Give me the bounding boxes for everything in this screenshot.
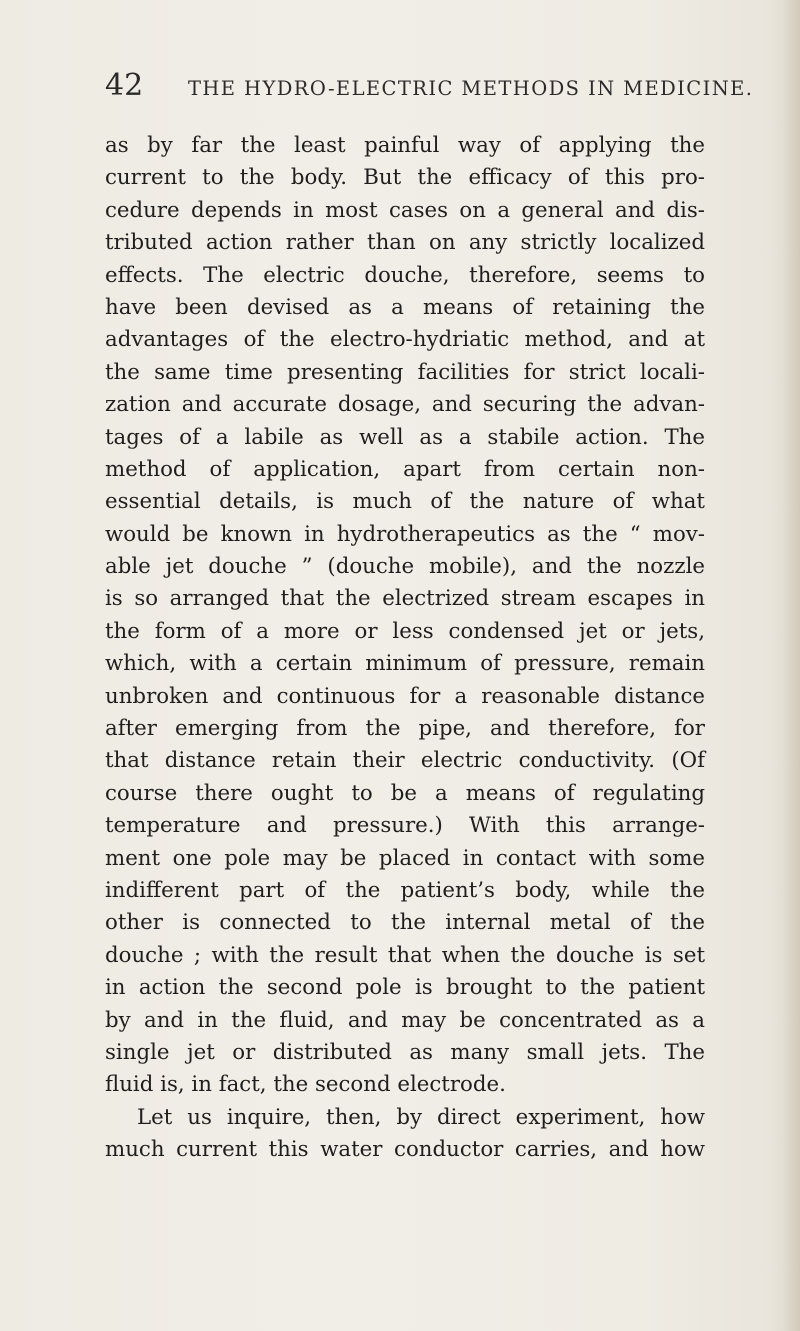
text-line: unbroken and continuous for a reasonable distance [105, 683, 705, 709]
text-line: tributed action rather than on any strictly localized [105, 230, 705, 256]
text-line: in action the second pole is brought to the patient [105, 975, 705, 1001]
page-number: 42 [105, 68, 144, 103]
text-line: after emerging from the pipe, and therefore, for [105, 716, 705, 742]
text-line: have been devised as a means of retaining the [105, 294, 705, 320]
page-edge-shadow [782, 0, 800, 1331]
text-line: cedure depends in most cases on a general and dis- [105, 197, 705, 223]
text-line: single jet or distributed as many small jets. The [105, 1039, 705, 1065]
paragraph-start-line: Let us inquire, then, by direct experiment, how [137, 1104, 705, 1130]
text-line: course there ought to be a means of regulating [105, 780, 705, 806]
text-line: other is connected to the internal metal of the [105, 910, 705, 936]
text-line: tages of a labile as well as a stabile action. The [105, 424, 705, 450]
text-line: as by far the least painful way of applying the [105, 133, 705, 158]
text-line: essential details, is much of the nature of what [105, 489, 705, 515]
text-line: ment one pole may be placed in contact with some [105, 845, 705, 871]
body-text [105, 130, 705, 1167]
text-line: method of application, apart from certain non- [105, 456, 705, 482]
text-line: the form of a more or less condensed jet or jets, [105, 618, 705, 644]
text-line: temperature and pressure.) With this arrange- [105, 813, 705, 839]
text-line: advantages of the electro-hydriatic method, and at [105, 327, 705, 353]
text-line: is so arranged that the electrized stream escapes in [105, 586, 705, 612]
text-line: by and in the fluid, and may be concentrated as a [105, 1007, 705, 1033]
running-title: THE HYDRO-ELECTRIC METHODS IN MEDICINE. [188, 77, 754, 100]
text-line: effects. The electric douche, therefore, seems to [105, 262, 705, 288]
text-line: much current this water conductor carries, and how [105, 1137, 705, 1163]
text-line: that distance retain their electric conductivity. (Of [105, 748, 705, 774]
text-line: current to the body. But the efficacy of this pro- [105, 165, 705, 191]
text-line: able jet douche ” (douche mobile), and the nozzle [105, 554, 705, 580]
text-line: would be known in hydrotherapeutics as the “ mov- [105, 521, 705, 547]
text-line: zation and accurate dosage, and securing the advan- [105, 392, 705, 418]
text-line: which, with a certain minimum of pressure, remain [105, 651, 705, 677]
paragraph-end-line: fluid is, in fact, the second electrode. [105, 1072, 506, 1098]
text-line: indifferent part of the patient’s body, while the [105, 877, 705, 903]
text-line: douche ; with the result that when the douche is set [105, 942, 705, 968]
text-line: the same time presenting facilities for strict locali- [105, 359, 705, 385]
page-header [0, 66, 800, 106]
